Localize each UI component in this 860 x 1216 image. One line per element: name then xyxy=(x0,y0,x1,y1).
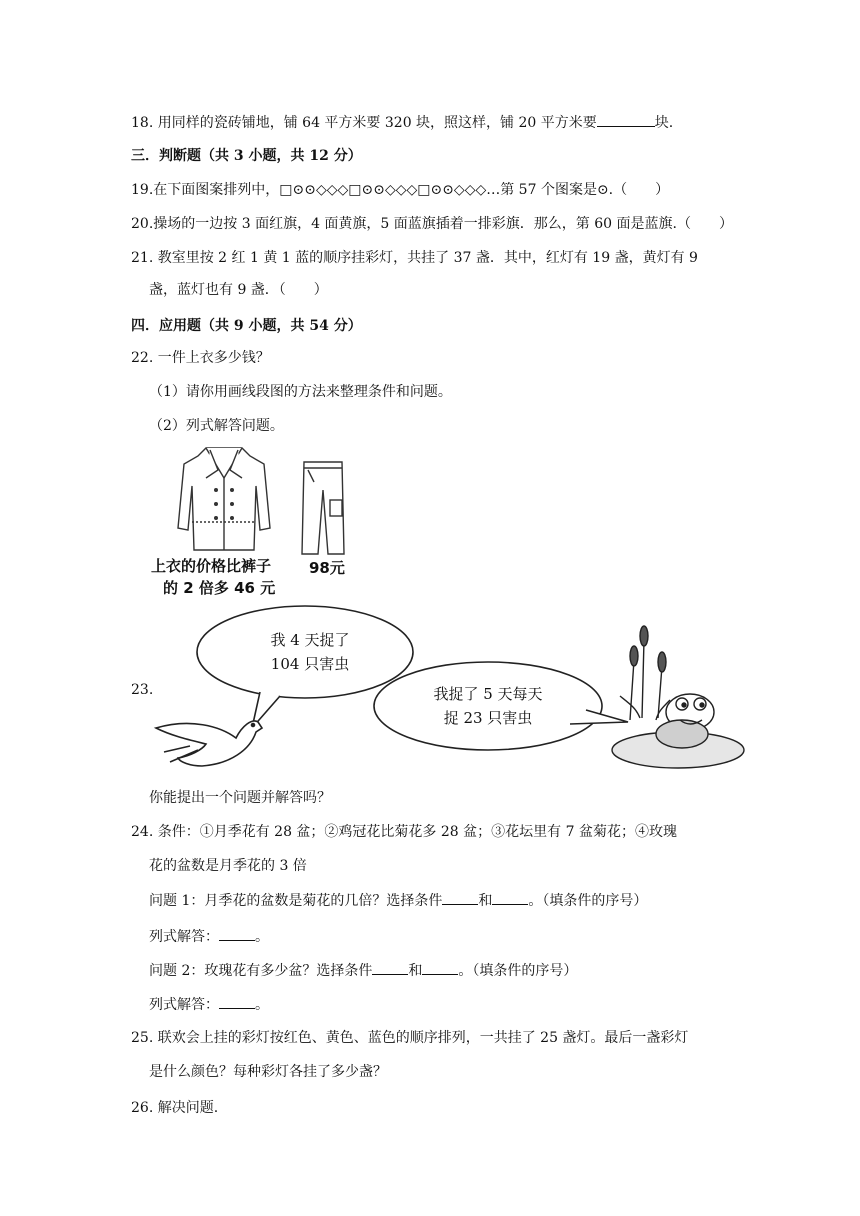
answer-blank[interactable] xyxy=(492,890,528,905)
question-25 xyxy=(131,1028,688,1048)
question-text-line1: 教室里按 2 红 1 黄 1 蓝的顺序挂彩灯，共挂了 37 盏．其中，红灯有 19 盏，黄灯有 9 xyxy=(157,250,698,266)
bird-icon xyxy=(156,721,262,766)
sub-question-1: （1）请你用画线段图的方法来整理条件和问题。 xyxy=(149,384,452,400)
question-text: 解决问题. xyxy=(157,1100,219,1116)
bird-bubble-text-line1: 我 4 天捉了 xyxy=(270,631,350,649)
sub-question-2: （2）列式解答问题。 xyxy=(149,418,284,434)
part1-hint: 。（填条件的序号） xyxy=(528,893,648,909)
part1-and: 和 xyxy=(478,893,493,909)
frog-icon xyxy=(612,626,744,768)
answer-label: 列式解答： xyxy=(149,997,219,1013)
section-title: 四．应用题（共 9 小题，共 54 分） xyxy=(131,318,362,334)
section-title: 三．判断题（共 3 小题，共 12 分） xyxy=(131,148,362,164)
answer-blank[interactable] xyxy=(372,960,408,975)
question-number: 22. xyxy=(131,350,154,366)
part1-text: 问题 1：月季花的盆数是菊花的几倍？选择条件 xyxy=(149,893,443,909)
question-23-prompt: 你能提出一个问题并解答吗？ xyxy=(149,790,331,806)
question-number: 21. xyxy=(131,250,154,266)
question-text: 在下面图案排列中，□⊙⊙◇◇◇□⊙⊙◇◇◇□⊙⊙◇◇◇…第 57 个图案是⊙.（ ） xyxy=(153,182,670,198)
question-24-part1 xyxy=(149,890,647,911)
bird-bubble-text-line2: 104 只害虫 xyxy=(270,655,350,673)
question-text: 用同样的瓷砖铺地，铺 64 平方米要 320 块，照这样，铺 20 平方米要 xyxy=(157,115,597,131)
question-24 xyxy=(131,822,677,842)
question-26 xyxy=(131,1098,218,1118)
question-number: 25. xyxy=(131,1030,154,1046)
question-number: 20. xyxy=(131,216,154,232)
answer-blank[interactable] xyxy=(422,960,458,975)
question-number: 24. xyxy=(131,824,154,840)
part2-text: 问题 2：玫瑰花有多少盆？选择条件 xyxy=(149,963,373,979)
question-21 xyxy=(131,248,698,268)
question-text-line1: 条件：①月季花有 28 盆；②鸡冠花比菊花多 28 盆；③花坛里有 7 盆菊花；④玫瑰 xyxy=(157,824,677,840)
coat-caption-line1: 上衣的价格比裤子 xyxy=(151,557,272,575)
coat-caption-line2: 的 2 倍多 46 元 xyxy=(163,579,276,597)
question-text-end: 块. xyxy=(654,115,674,131)
question-21-line2: 盏，蓝灯也有 9 盏．（ ） xyxy=(149,282,328,298)
question-number: 26. xyxy=(131,1100,154,1116)
answer-blank[interactable] xyxy=(219,994,255,1009)
frog-bubble-text-line2: 捉 23 只害虫 xyxy=(443,709,533,727)
answer-end: 。 xyxy=(255,929,269,945)
question-number: 19. xyxy=(131,182,154,198)
question-24-part2 xyxy=(149,960,577,981)
answer-end: 。 xyxy=(255,997,269,1013)
answer-blank[interactable] xyxy=(597,112,655,127)
coat-icon xyxy=(176,442,272,554)
part2-hint: 。（填条件的序号） xyxy=(458,963,578,979)
question-19 xyxy=(131,180,669,200)
pants-icon xyxy=(300,460,346,556)
pants-price: 98元 xyxy=(309,559,345,577)
part2-and: 和 xyxy=(408,963,423,979)
question-22 xyxy=(131,348,270,368)
answer-label: 列式解答： xyxy=(149,929,219,945)
question-text: 一件上衣多少钱？ xyxy=(157,350,270,366)
question-text: 操场的一边按 3 面红旗，4 面黄旗，5 面蓝旗插着一排彩旗．那么，第 60 面是蓝旗.（ ） xyxy=(153,216,733,232)
question-text-line1: 联欢会上挂的彩灯按红色、黄色、蓝色的顺序排列，一共挂了 25 盏灯。最后一盏彩灯 xyxy=(157,1030,689,1046)
question-24-answer1 xyxy=(149,926,269,947)
question-20 xyxy=(131,214,733,234)
question-18 xyxy=(131,112,673,133)
frog-bubble-text-line1: 我捉了 5 天每天 xyxy=(433,685,543,703)
question-24-answer2 xyxy=(149,994,269,1015)
question-23: 23. xyxy=(131,682,154,698)
question-25-line2: 是什么颜色？每种彩灯各挂了多少盏？ xyxy=(149,1064,387,1080)
answer-blank[interactable] xyxy=(442,890,478,905)
question-24-line2: 花的盆数是月季花的 3 倍 xyxy=(149,858,307,874)
question-number: 18. xyxy=(131,115,154,131)
answer-blank[interactable] xyxy=(219,926,255,941)
